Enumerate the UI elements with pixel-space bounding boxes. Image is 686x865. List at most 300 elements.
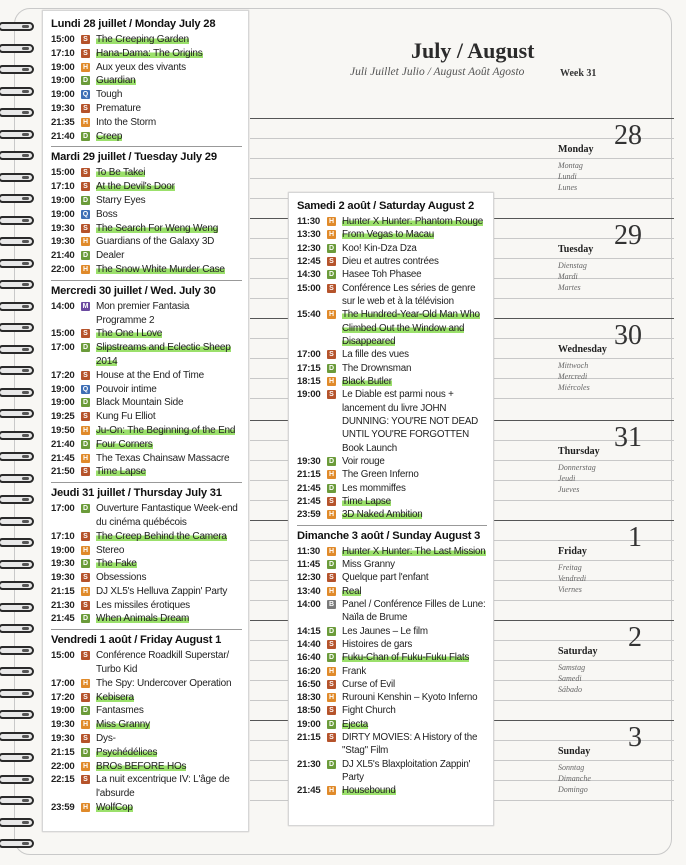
screening-time: 17:00: [297, 349, 321, 361]
screening-row: [51, 599, 242, 613]
film-title: [96, 327, 242, 341]
spiral-ring: [0, 753, 34, 762]
film-title: [96, 369, 242, 383]
day-number: 3: [628, 722, 642, 753]
screening-time: 21:45: [51, 613, 75, 625]
film-title: [96, 263, 242, 277]
film-title: [96, 718, 242, 732]
venue-badge-icon: S: [81, 35, 90, 44]
screening-time: 21:45: [297, 482, 321, 494]
title-text: Premature: [96, 102, 141, 114]
screening-time: 22:00: [51, 760, 75, 772]
venue-badge-icon: H: [82, 804, 89, 812]
venue-badge-icon: M: [82, 302, 89, 310]
venue-badge-icon: H: [328, 547, 335, 555]
screening-row: [297, 482, 487, 495]
film-title: [96, 180, 242, 194]
title-text: Fight Church: [342, 705, 396, 717]
film-title: [96, 222, 242, 236]
film-title: [96, 166, 242, 180]
day-name: Sunday: [558, 746, 591, 757]
venue-badge-icon: S: [81, 371, 90, 380]
screening-time: 11:30: [297, 545, 321, 557]
venue-badge-icon: D: [82, 399, 89, 407]
film-title: [96, 465, 242, 479]
screening-time: 18:15: [297, 375, 321, 387]
title-text: Koo! Kin-Dza Dza: [342, 242, 417, 254]
venue-badge-icon: H: [82, 238, 89, 246]
film-title: [342, 731, 487, 758]
venue-badge-icon: S: [81, 104, 90, 113]
venue-badge-icon: D: [328, 720, 335, 728]
screening-time: 19:00: [297, 389, 321, 401]
screening-row: [297, 468, 487, 481]
spiral-ring: [0, 474, 34, 483]
screening-time: 19:00: [51, 75, 75, 87]
screening-row: [51, 746, 242, 760]
venue-badge-icon: S: [81, 734, 90, 743]
film-title: [96, 341, 242, 369]
venue-badge-icon: H: [328, 377, 335, 385]
spiral-ring: [0, 603, 34, 612]
highlighted-title: The Hundred-Year-Old Man Who Climbed Out the Window and Disappeared: [342, 309, 480, 347]
venue-badge-icon: S: [327, 573, 336, 582]
spiral-ring: [0, 22, 34, 31]
venue-badge-icon: H: [82, 63, 89, 71]
screening-row: [51, 571, 242, 585]
title-text: Fantasmes: [96, 705, 144, 717]
screening-time: 18:30: [297, 692, 321, 704]
screening-time: 17:20: [51, 691, 75, 703]
day-block: [558, 620, 678, 720]
highlighted-title: From Vegas to Macau: [342, 229, 435, 241]
highlighted-title: WolfCop: [96, 802, 133, 814]
screening-time: 21:45: [51, 452, 75, 464]
title-text: Kung Fu Elliot: [96, 411, 156, 423]
spiral-ring: [0, 581, 34, 590]
highlighted-title: BROs BEFORE HOs: [96, 760, 187, 772]
screening-row: [297, 638, 487, 651]
day-name: Wednesday: [558, 344, 607, 355]
venue-badge-icon: D: [328, 760, 335, 768]
screening-time: 19:50: [51, 424, 75, 436]
schedule-clipping-right: [288, 192, 494, 826]
venue-badge-icon: S: [81, 467, 90, 476]
venue-badge-icon: S: [327, 497, 336, 506]
venue-badge-icon: H: [328, 787, 335, 795]
venue-badge-icon: Q: [82, 210, 89, 218]
film-title: [342, 784, 487, 797]
schedule-day-heading: Vendredi 1 août / Friday August 1: [51, 634, 222, 647]
screening-time: 11:30: [297, 216, 321, 227]
film-title: [96, 557, 242, 571]
venue-badge-icon: S: [327, 733, 336, 742]
screening-time: 12:30: [297, 572, 321, 584]
venue-badge-icon: D: [82, 707, 89, 715]
screening-row: [51, 718, 242, 732]
screening-row: [51, 300, 242, 328]
highlighted-title: The Creeping Garden: [96, 34, 189, 45]
screening-row: [297, 558, 487, 571]
venue-badge-icon: D: [328, 560, 335, 568]
screening-row: [297, 228, 487, 241]
venue-badge-icon: H: [82, 587, 89, 595]
screening-time: 19:00: [51, 61, 75, 73]
day-number: 2: [628, 622, 642, 653]
film-title: [342, 255, 487, 268]
screening-time: 21:15: [51, 585, 75, 597]
screening-time: 19:30: [51, 719, 75, 731]
screening-row: [297, 255, 487, 268]
screening-time: 14:00: [51, 300, 75, 312]
title-text: The Spy: Undercover Operation: [96, 677, 232, 689]
day-number: 30: [614, 320, 642, 351]
film-title: [342, 571, 487, 584]
film-title: [96, 585, 242, 599]
highlighted-title: Real: [342, 585, 362, 597]
venue-badge-icon: S: [327, 257, 336, 266]
highlighted-title: Hunter X Hunter: Phantom Rouge: [342, 216, 484, 227]
film-title: [96, 530, 242, 544]
highlighted-title: Black Butler: [342, 375, 392, 387]
title-text: Ouverture Fantastique Week-end du cinéma québécois: [96, 503, 238, 528]
screening-time: 19:25: [51, 411, 75, 423]
screening-row: [297, 758, 487, 785]
spiral-ring: [0, 130, 34, 139]
screening-row: [297, 678, 487, 691]
spiral-ring: [0, 409, 34, 418]
film-title: [96, 612, 242, 626]
spiral-ring: [0, 775, 34, 784]
screening-row: [51, 341, 242, 369]
screening-row: [51, 102, 242, 116]
spiral-ring: [0, 624, 34, 633]
week-label: Week 31: [560, 68, 597, 79]
title-text: Dealer: [96, 250, 125, 262]
day-name-translation: Samstag: [558, 663, 586, 672]
film-title: [96, 677, 242, 691]
screening-row: [51, 194, 242, 208]
film-title: [96, 47, 242, 61]
highlighted-title: When Animals Dream: [96, 613, 190, 625]
day-name-translation: Domingo: [558, 785, 588, 794]
highlighted-title: Hunter X Hunter: The Last Mission: [342, 545, 486, 557]
screening-time: 21:40: [51, 438, 75, 450]
spiral-ring: [0, 517, 34, 526]
film-title: [342, 282, 487, 309]
film-title: [342, 215, 487, 228]
screening-row: [51, 612, 242, 626]
title-text: DJ XL5's Blaxploitation Zappin' Party: [342, 758, 471, 784]
screening-row: [297, 651, 487, 664]
title-text: Starry Eyes: [96, 194, 146, 206]
highlighted-title: The Snow White Murder Case: [96, 263, 225, 275]
film-title: [342, 585, 487, 598]
screening-time: 14:30: [297, 269, 321, 281]
day-name-translation: Martes: [558, 283, 581, 292]
day-name: Thursday: [558, 446, 600, 457]
film-title: [96, 599, 242, 613]
film-title: [342, 268, 487, 281]
screening-row: [297, 704, 487, 717]
spiral-ring: [0, 65, 34, 74]
venue-badge-icon: S: [81, 412, 90, 421]
screening-row: [51, 61, 242, 75]
title-text: Into the Storm: [96, 116, 157, 128]
screening-row: [51, 649, 242, 677]
spiral-ring: [0, 732, 34, 741]
venue-badge-icon: H: [328, 471, 335, 479]
title-text: House at the End of Time: [96, 369, 205, 381]
spiral-ring: [0, 796, 34, 805]
screening-row: [297, 282, 487, 309]
venue-badge-icon: D: [328, 654, 335, 662]
film-title: [96, 502, 242, 530]
screening-time: 19:00: [51, 89, 75, 101]
screening-row: [297, 375, 487, 388]
highlighted-title: Ejecta: [342, 718, 369, 730]
film-title: [96, 61, 242, 75]
screening-row: [51, 557, 242, 571]
venue-badge-icon: D: [82, 196, 89, 204]
spiral-ring: [0, 495, 34, 504]
screening-time: 19:30: [51, 102, 75, 114]
highlighted-title: The Creep Behind the Camera: [96, 530, 227, 542]
screening-time: 23:59: [51, 802, 75, 814]
screening-row: [51, 74, 242, 88]
day-name-translation: Lundi: [558, 172, 577, 181]
spiral-ring: [0, 818, 34, 827]
film-title: [96, 544, 242, 558]
highlighted-title: Creep: [96, 130, 123, 142]
film-title: [96, 116, 242, 130]
title-text: Dieu et autres contrées: [342, 255, 439, 267]
title-text: La nuit excentrique IV: L'âge de l'absurde: [96, 774, 230, 800]
screening-time: 17:00: [51, 503, 75, 515]
film-title: [96, 732, 242, 746]
day-number: 31: [614, 422, 642, 453]
schedule-day-heading: Mardi 29 juillet / Tuesday July 29: [51, 151, 217, 164]
venue-badge-icon: S: [81, 532, 90, 541]
screening-row: [297, 268, 487, 281]
schedule-clipping-left: [42, 10, 249, 832]
screening-row: [297, 388, 487, 455]
highlighted-title: At the Devil's Door: [96, 181, 175, 193]
screening-time: 22:00: [51, 263, 75, 275]
day-name-translation: Lunes: [558, 183, 578, 192]
screening-row: [297, 508, 487, 521]
screening-time: 18:50: [297, 705, 321, 717]
screening-time: 13:40: [297, 585, 321, 597]
day-name-translation: Montag: [558, 161, 583, 170]
spiral-ring: [0, 431, 34, 440]
day-block: [558, 318, 678, 418]
day-block: [558, 218, 678, 318]
highlighted-title: Four Corners: [96, 438, 153, 450]
title-text: Quelque part l'enfant: [342, 572, 429, 584]
spiral-ring: [0, 194, 34, 203]
screening-row: [297, 665, 487, 678]
screening-time: 14:00: [297, 598, 321, 610]
screening-row: [51, 166, 242, 180]
venue-badge-icon: H: [328, 511, 335, 519]
screening-row: [51, 424, 242, 438]
screening-time: 19:30: [297, 455, 321, 467]
day-number: 28: [614, 120, 642, 151]
venue-badge-icon: D: [328, 271, 335, 279]
highlighted-title: Hana-Dama: The Origins: [96, 47, 203, 59]
screening-time: 15:40: [297, 309, 321, 321]
screening-time: 16:20: [297, 665, 321, 677]
screening-time: 19:30: [51, 572, 75, 584]
venue-badge-icon: S: [327, 706, 336, 715]
venue-badge-icon: S: [81, 693, 90, 702]
screening-row: [51, 116, 242, 130]
screening-row: [297, 242, 487, 255]
film-title: [342, 242, 487, 255]
month-translations: Juli Juillet Julio / August Août Agosto: [350, 66, 525, 78]
venue-badge-icon: D: [82, 77, 89, 85]
day-block: [558, 520, 678, 620]
screening-time: 17:20: [51, 369, 75, 381]
day-name: Tuesday: [558, 244, 594, 255]
day-number: 29: [614, 220, 642, 251]
day-number: 1: [628, 522, 642, 553]
venue-badge-icon: D: [82, 748, 89, 756]
venue-badge-icon: D: [328, 364, 335, 372]
screening-row: [51, 396, 242, 410]
screening-time: 15:00: [51, 167, 75, 179]
day-name-translation: Jueves: [558, 485, 580, 494]
title-text: Miss Granny: [342, 558, 395, 570]
title-text: The Texas Chainsaw Massacre: [96, 452, 230, 464]
screening-row: [51, 691, 242, 705]
screening-time: 23:59: [297, 509, 321, 521]
screening-time: 21:15: [297, 469, 321, 481]
screening-row: [51, 465, 242, 479]
film-title: [96, 773, 242, 801]
screening-row: [51, 677, 242, 691]
screening-row: [51, 704, 242, 718]
venue-badge-icon: B: [328, 600, 335, 608]
venue-badge-icon: H: [328, 231, 335, 239]
venue-badge-icon: D: [82, 252, 89, 260]
day-block: [558, 720, 678, 820]
screening-row: [51, 452, 242, 466]
spiral-ring: [0, 452, 34, 461]
screening-time: 16:50: [297, 678, 321, 690]
film-title: [96, 33, 242, 47]
venue-badge-icon: H: [328, 587, 335, 595]
venue-badge-icon: D: [328, 627, 335, 635]
spiral-ring: [0, 667, 34, 676]
film-title: [96, 438, 242, 452]
spiral-ring: [0, 151, 34, 160]
film-title: [96, 235, 242, 249]
spiral-ring: [0, 560, 34, 569]
title-text: Pouvoir intime: [96, 383, 157, 395]
film-title: [96, 102, 242, 116]
venue-badge-icon: D: [328, 244, 335, 252]
screening-row: [51, 732, 242, 746]
title-text: Guardians of the Galaxy 3D: [96, 236, 215, 248]
screening-time: 21:15: [51, 746, 75, 758]
highlighted-title: Kebisera: [96, 691, 134, 703]
title-text: Panel / Conférence Filles de Lune: Naïla de Brume: [342, 598, 486, 624]
screening-time: 21:30: [297, 758, 321, 770]
spiral-ring: [0, 87, 34, 96]
film-title: [342, 651, 487, 664]
screening-time: 11:45: [297, 558, 321, 570]
day-name-translation: Mardi: [558, 272, 578, 281]
day-name-translation: Mercredi: [558, 372, 588, 381]
day-name-translation: Sonntag: [558, 763, 585, 772]
screening-row: [297, 362, 487, 375]
schedule-day-heading: Lundi 28 juillet / Monday July 28: [51, 18, 216, 30]
screening-row: [51, 530, 242, 544]
film-title: [96, 452, 242, 466]
screening-time: 21:45: [297, 495, 321, 507]
day-block: [558, 118, 678, 218]
screening-row: [51, 801, 242, 815]
highlighted-title: Time Lapse: [96, 466, 146, 478]
film-title: [342, 691, 487, 704]
schedule-day-heading: Mercredi 30 juillet / Wed. July 30: [51, 284, 216, 297]
screening-row: [51, 47, 242, 61]
venue-badge-icon: D: [82, 344, 89, 352]
title-text: Frank: [342, 665, 367, 677]
screening-row: [297, 571, 487, 584]
venue-badge-icon: S: [81, 49, 90, 58]
venue-badge-icon: Q: [82, 385, 89, 393]
film-title: [96, 746, 242, 760]
screening-time: 17:10: [51, 530, 75, 542]
venue-badge-icon: S: [327, 390, 336, 399]
page-title: July / August: [411, 38, 535, 63]
day-block: [558, 420, 678, 520]
screening-row: [51, 438, 242, 452]
title-text: The Drownsman: [342, 362, 412, 374]
highlighted-title: The Search For Weng Weng: [96, 222, 219, 234]
film-title: [96, 383, 242, 397]
screening-time: 12:45: [297, 255, 321, 267]
title-text: Curse of Evil: [342, 678, 395, 690]
highlighted-title: Miss Granny: [96, 719, 150, 731]
film-title: [342, 468, 487, 481]
title-text: Black Mountain Side: [96, 397, 184, 409]
film-title: [342, 228, 487, 241]
screening-row: [51, 760, 242, 774]
screening-time: 19:00: [51, 208, 75, 220]
screening-time: 21:30: [51, 599, 75, 611]
title-text: La fille des vues: [342, 349, 409, 361]
screening-time: 17:15: [297, 362, 321, 374]
screening-time: 21:40: [51, 250, 75, 262]
highlighted-title: Time Lapse: [342, 495, 391, 507]
venue-badge-icon: S: [327, 350, 336, 359]
screening-time: 12:30: [297, 242, 321, 254]
screening-row: [297, 784, 487, 797]
screening-row: [297, 718, 487, 731]
venue-badge-icon: S: [81, 329, 90, 338]
screening-row: [51, 208, 242, 222]
film-title: [96, 649, 242, 677]
title-text: DJ XL5's Helluva Zappin' Party: [96, 585, 228, 597]
screening-row: [51, 585, 242, 599]
screening-time: 16:40: [297, 652, 321, 664]
title-text: Aux yeux des vivants: [96, 61, 186, 73]
title-text: Dys-: [96, 733, 116, 745]
